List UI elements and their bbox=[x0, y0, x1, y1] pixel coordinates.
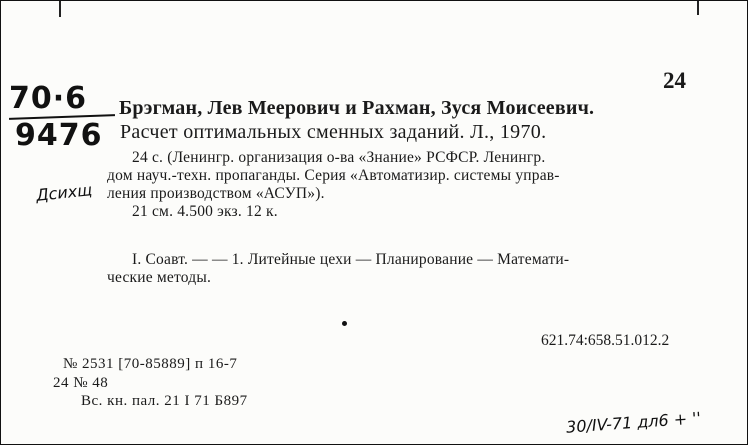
call-number-top: 70·6 bbox=[9, 81, 88, 116]
stamp-line-1: № 2531 [70-85889] п 16-7 bbox=[63, 356, 238, 372]
stamp-line-2: 24 № 48 bbox=[53, 375, 109, 391]
handwritten-side-note: Дсихщ bbox=[35, 180, 94, 205]
classification-code: 621.74:658.51.012.2 bbox=[541, 332, 670, 349]
author-heading: Брэгман, Лев Меерович и Рахман, Зуся Моисеевич. bbox=[119, 97, 595, 119]
bottom-handwriting: 30/IV-71 дл6 + '' bbox=[565, 408, 702, 437]
title-line: Расчет оптимальных сменных заданий. Л., 1970. bbox=[120, 121, 547, 143]
description-line-2: дом науч.-техн. пропаганды. Серия «Автоматизир. системы управ- bbox=[107, 167, 560, 184]
card-number: 24 bbox=[663, 68, 686, 93]
tracing-line-2: ческие методы. bbox=[107, 269, 212, 286]
description-line-3: ления производством «АСУП»). bbox=[107, 185, 325, 202]
punch-mark-left bbox=[59, 1, 61, 17]
description-line-1: 24 с. (Ленингр. организация о-ва «Знание» РСФСР. Ленингр. bbox=[132, 149, 546, 166]
call-number-bottom: 9476 bbox=[15, 118, 103, 153]
stamp-line-3: Вс. кн. пал. 21 I 71 Б897 bbox=[81, 393, 248, 409]
ink-dot bbox=[342, 321, 347, 326]
tracing-line-1: I. Соавт. — — 1. Литейные цехи — Планирование — Математи- bbox=[132, 251, 570, 268]
punch-mark-right bbox=[697, 1, 699, 15]
description-line-4: 21 см. 4.500 экз. 12 к. bbox=[132, 203, 278, 220]
